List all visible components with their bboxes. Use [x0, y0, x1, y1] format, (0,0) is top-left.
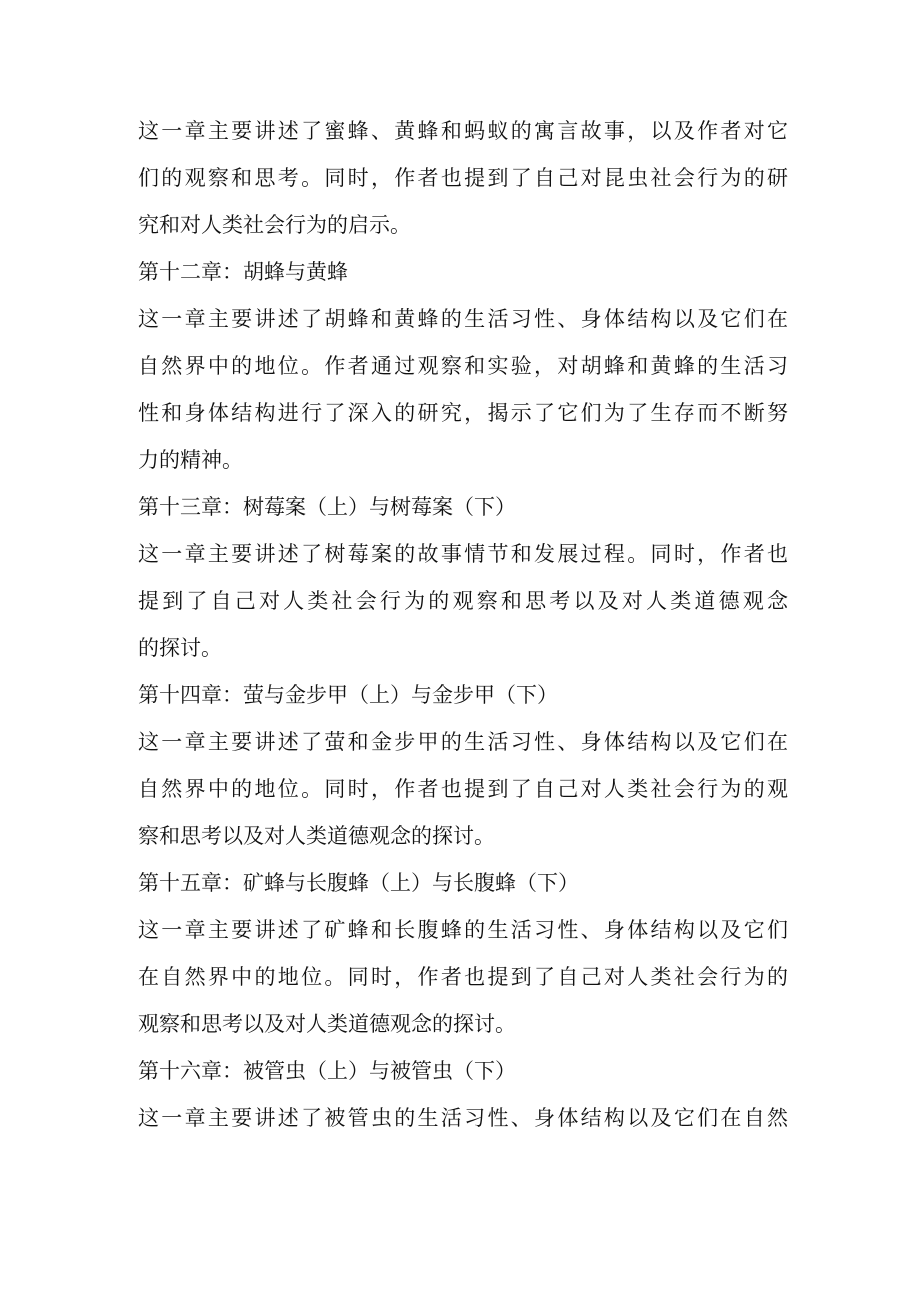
text-line: 这一章主要讲述了胡蜂和黄蜂的生活习性、身体结构以及它们在	[138, 307, 788, 331]
document-body	[138, 108, 788, 1142]
text-line: 们的观察和思考。同时，作者也提到了自己对昆虫社会行为的研	[138, 166, 788, 190]
text-line: 这一章主要讲述了萤和金步甲的生活习性、身体结构以及它们在	[138, 730, 788, 754]
text-line: 提到了自己对人类社会行为的观察和思考以及对人类道德观念	[138, 589, 788, 613]
chapter-heading: 第十三章：树莓案（上）与树莓案（下）	[138, 495, 516, 519]
text-line: 这一章主要讲述了被管虫的生活习性、身体结构以及它们在自然	[138, 1106, 788, 1130]
text-line: 究和对人类社会行为的启示。	[138, 213, 411, 237]
text-line: 性和身体结构进行了深入的研究，揭示了它们为了生存而不断努	[138, 401, 788, 425]
text-line: 自然界中的地位。同时，作者也提到了自己对人类社会行为的观	[138, 777, 788, 801]
text-line: 这一章主要讲述了矿蜂和长腹蜂的生活习性、身体结构以及它们	[138, 918, 788, 942]
text-line: 力的精神。	[138, 448, 243, 472]
chapter-heading: 第十二章：胡蜂与黄蜂	[138, 260, 348, 284]
text-line: 察和思考以及对人类道德观念的探讨。	[138, 824, 495, 848]
text-line: 观察和思考以及对人类道德观念的探讨。	[138, 1012, 516, 1036]
chapter-heading: 第十四章：萤与金步甲（上）与金步甲（下）	[138, 683, 558, 707]
text-line: 这一章主要讲述了树莓案的故事情节和发展过程。同时，作者也	[138, 542, 788, 566]
text-line: 的探讨。	[138, 636, 222, 660]
text-line: 在自然界中的地位。同时，作者也提到了自己对人类社会行为的	[138, 965, 788, 989]
text-line: 自然界中的地位。作者通过观察和实验，对胡蜂和黄蜂的生活习	[138, 354, 788, 378]
chapter-heading: 第十六章：被管虫（上）与被管虫（下）	[138, 1059, 516, 1083]
chapter-heading: 第十五章：矿蜂与长腹蜂（上）与长腹蜂（下）	[138, 871, 579, 895]
text-line: 这一章主要讲述了蜜蜂、黄蜂和蚂蚁的寓言故事，以及作者对它	[138, 119, 788, 143]
